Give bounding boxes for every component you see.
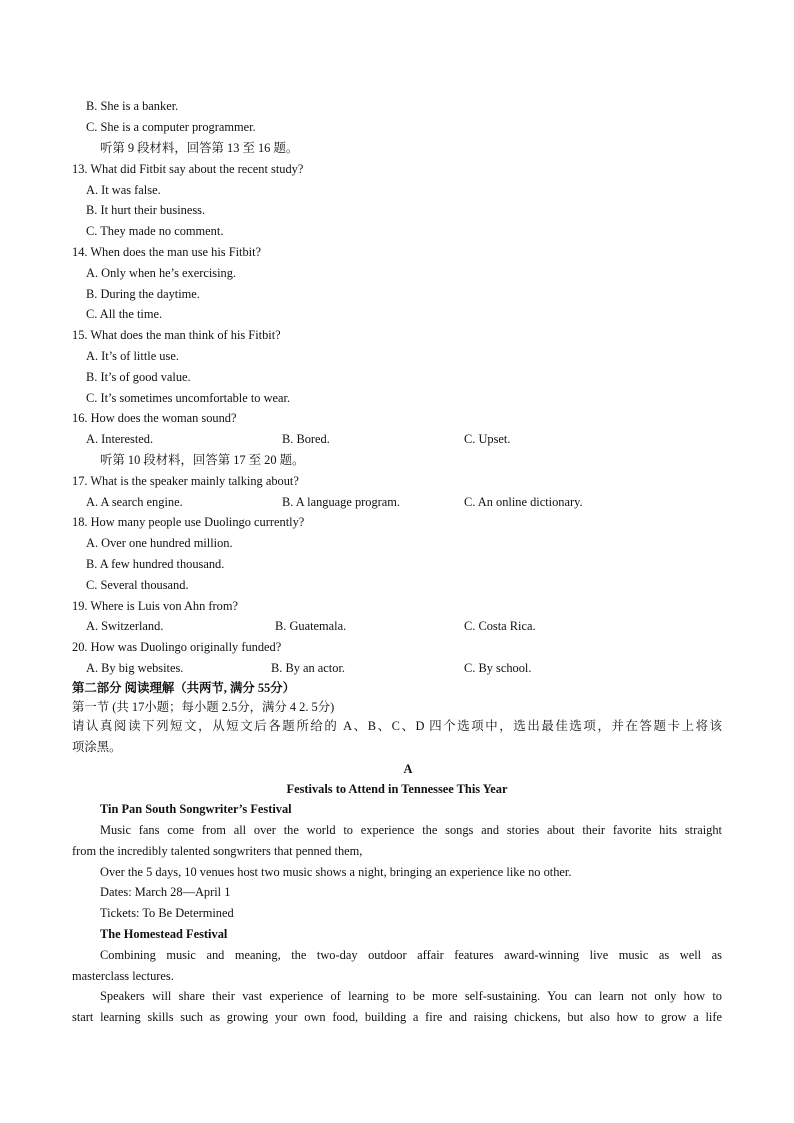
q17-option-b: B. A language program. — [282, 495, 401, 509]
q19-stem: 19. Where is Luis von Ahn from? — [72, 599, 238, 613]
q19-option-a: A. Switzerland. — [86, 619, 164, 633]
q15-option-b: B. It’s of good value. — [86, 370, 191, 384]
fest2-p1-line2: masterclass lectures. — [72, 969, 174, 983]
passage10-intro: 听第 10 段材料，回答第 17 至 20 题。 — [100, 453, 305, 467]
q20-option-b: B. By an actor. — [271, 661, 345, 675]
fest1-dates: Dates: March 28—April 1 — [100, 885, 231, 899]
reading-part-heading: 第二部分 阅读理解（共两节, 满分 55分） — [72, 681, 296, 695]
fest1-name: Tin Pan South Songwriter’s Festival — [100, 802, 292, 816]
reading-section-heading: 第一节 (共 17小题；每小题 2.5分，满分 4 2. 5分) — [72, 700, 335, 714]
q13-option-c: C. They made no comment. — [86, 224, 224, 238]
passage-title: Festivals to Attend in Tennessee This Year — [286, 782, 508, 796]
q16-option-c: C. Upset. — [464, 432, 511, 446]
q15-stem: 15. What does the man think of his Fitbit? — [72, 328, 281, 342]
q14-option-b: B. During the daytime. — [86, 287, 200, 301]
q18-option-c: C. Several thousand. — [86, 578, 189, 592]
q20-option-c: C. By school. — [464, 661, 532, 675]
passage9-intro: 听第 9 段材料，回答第 13 至 16 题。 — [100, 141, 299, 155]
fest2-p1-line1: Combining music and meaning, the two-day outdoor affair features award-winning live music as well as — [100, 948, 722, 962]
fest1-tickets: Tickets: To Be Determined — [100, 906, 234, 920]
fest2-name: The Homestead Festival — [100, 927, 228, 941]
q12-option-b: B. She is a banker. — [86, 99, 179, 113]
q13-stem: 13. What did Fitbit say about the recent study? — [72, 162, 304, 176]
q18-option-b: B. A few hundred thousand. — [86, 557, 225, 571]
q12-option-c: C. She is a computer programmer. — [86, 120, 256, 134]
q15-option-a: A. It’s of little use. — [86, 349, 179, 363]
q20-option-a: A. By big websites. — [86, 661, 184, 675]
fest1-p1-line1: Music fans come from all over the world to experience the songs and stories about their favorite hits straight — [100, 823, 722, 837]
q17-option-c: C. An online dictionary. — [464, 495, 583, 509]
q18-option-a: A. Over one hundred million. — [86, 536, 233, 550]
fest2-p2-line1: Speakers will share their vast experience of learning to be more self-sustaining. You can learn not only how to — [100, 989, 722, 1003]
q13-option-b: B. It hurt their business. — [86, 203, 206, 217]
q16-option-b: B. Bored. — [282, 432, 330, 446]
q17-option-a: A. A search engine. — [86, 495, 183, 509]
fest1-p1-line2: from the incredibly talented songwriters that penned them, — [72, 844, 363, 858]
q18-stem: 18. How many people use Duolingo currently? — [72, 515, 305, 529]
fest1-p2: Over the 5 days, 10 venues host two music shows a night, bringing an experience like no other. — [100, 865, 572, 879]
q16-stem: 16. How does the woman sound? — [72, 411, 237, 425]
q19-option-c: C. Costa Rica. — [464, 619, 536, 633]
q14-option-c: C. All the time. — [86, 307, 163, 321]
reading-instructions-line2: 项涂黑。 — [72, 740, 122, 754]
q13-option-a: A. It was false. — [86, 183, 161, 197]
passage-letter: A — [403, 762, 413, 776]
q15-option-c: C. It’s sometimes uncomfortable to wear. — [86, 391, 291, 405]
q16-option-a: A. Interested. — [86, 432, 154, 446]
fest2-p2-line2: start learning skills such as growing your own food, building a fire and raising chickens, but also how to grow a life — [72, 1010, 722, 1024]
q14-option-a: A. Only when he’s exercising. — [86, 266, 237, 280]
q20-stem: 20. How was Duolingo originally funded? — [72, 640, 282, 654]
q17-stem: 17. What is the speaker mainly talking about? — [72, 474, 299, 488]
q14-stem: 14. When does the man use his Fitbit? — [72, 245, 262, 259]
q19-option-b: B. Guatemala. — [275, 619, 347, 633]
reading-instructions-line1: 请认真阅读下列短文，从短文后各题所给的 A、B、C、D 四个选项中，选出最佳选项，并在答题卡上将该 — [72, 719, 722, 733]
